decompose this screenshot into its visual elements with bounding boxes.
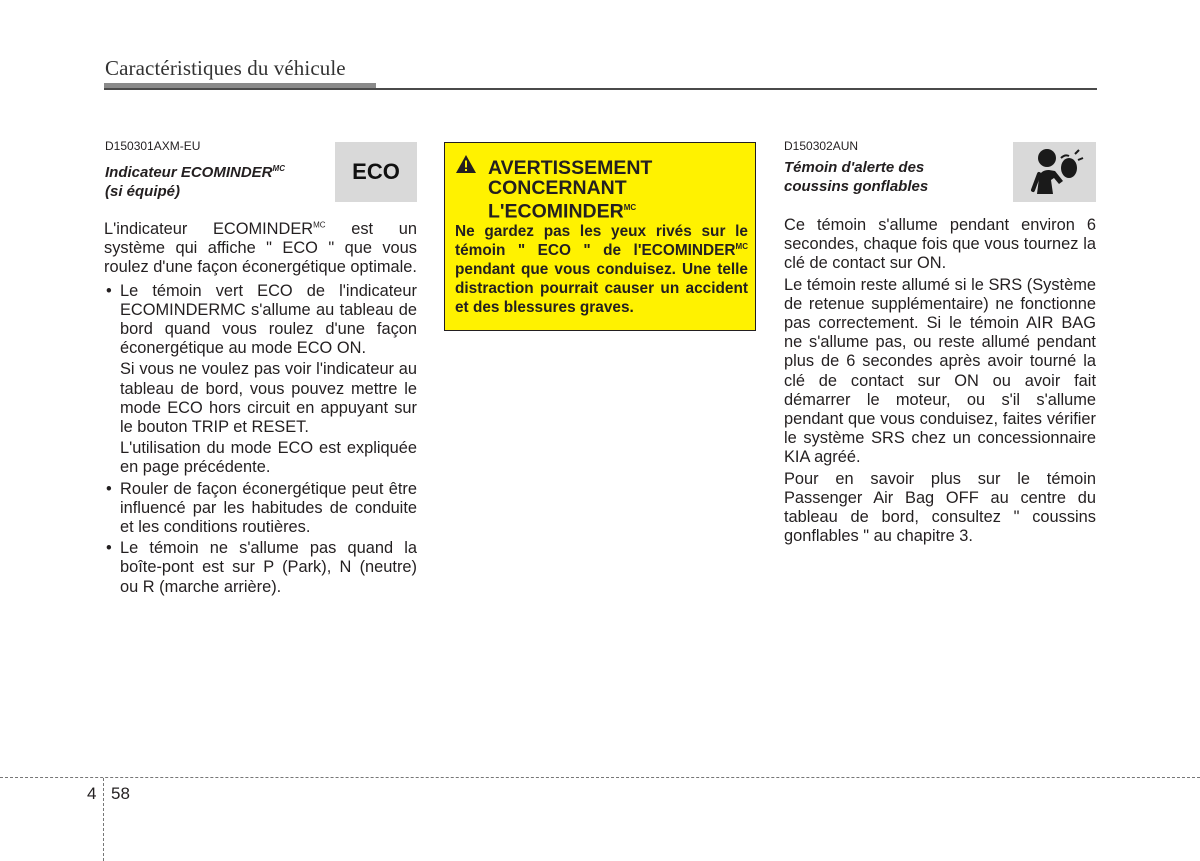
- airbag-person-icon: [1025, 144, 1085, 200]
- intro-paragraph: [104, 220, 417, 278]
- warning-body: [455, 222, 748, 317]
- warning-title: [488, 158, 743, 222]
- heading-text-2: coussins gonflables: [784, 178, 929, 195]
- bullet-item: • Le témoin vert ECO de l'indicateur ECOMINDERMC s'allume au tableau de bord quand vous roulez d'une façon éconergétique au mode ECO ON.: [104, 282, 417, 359]
- eco-indicator-icon: [335, 142, 417, 202]
- heading-text: Indicateur ECOMINDER: [105, 164, 273, 181]
- intro-superscript: MC: [313, 220, 326, 230]
- bullet-continuation: Si vous ne voulez pas voir l'indicateur au tableau de bord, vous pouvez mettre le mode ECO hors circuit en appuyant sur le bouton TRIP et RESET.: [120, 360, 417, 437]
- heading-text-2: (si équipé): [105, 183, 181, 200]
- intro-text-b: est un système qui affiche " ECO " que vous roulez d'une façon éconergétique optimale.: [104, 220, 417, 277]
- section-code-right: D150302AUN: [784, 139, 859, 153]
- airbag-warning-icon: [1013, 142, 1096, 202]
- warning-title-line-2: CONCERNANT: [488, 177, 627, 199]
- page-header-title: Caractéristiques du véhicule: [105, 56, 346, 80]
- section-heading-right: [784, 158, 1004, 196]
- intro-text-a: L'indicateur ECOMINDER: [104, 220, 314, 238]
- warning-title-superscript: MC: [623, 203, 637, 212]
- heading-superscript: MC: [272, 164, 285, 173]
- page-number: 58: [111, 784, 130, 803]
- bullet-item: • Rouler de façon éconergétique peut être influencé par les habitudes de conduite et les conditions routières.: [104, 480, 417, 538]
- section-code-left: D150301AXM-EU: [105, 139, 201, 153]
- bullet-continuation: L'utilisation du mode ECO est expliquée en page précédente.: [120, 439, 417, 477]
- chapter-number: 4: [87, 784, 97, 803]
- header-rule-thin: [104, 88, 1097, 90]
- warning-body-b: pendant que vous conduisez. Une telle distraction pourrait causer un accident et des blessures graves.: [455, 261, 748, 316]
- eco-icon-label: ECO: [352, 159, 400, 184]
- warning-body-a: Ne gardez pas les yeux rivés sur le témoin " ECO " de l'ECOMINDER: [455, 223, 748, 259]
- warning-triangle-icon: [455, 154, 477, 174]
- paragraph: Pour en savoir plus sur le témoin Passenger Air Bag OFF au centre du tableau de bord, consultez " coussins gonflables " au chapitre 3.: [784, 469, 1096, 546]
- section-heading-left: [105, 159, 330, 201]
- right-body-text: [784, 216, 1096, 546]
- warning-title-line-1: AVERTISSEMENT: [488, 157, 653, 179]
- warning-title-line-3: L'ECOMINDER: [488, 200, 624, 223]
- footer-vertical-divider: [103, 778, 104, 861]
- left-body-text: [104, 220, 417, 597]
- warning-box: [444, 142, 756, 331]
- paragraph: Le témoin reste allumé si le SRS (Système de retenue supplémentaire) ne fonctionne pas correctement. Si le témoin AIR BAG ne s'allume pas, ou reste allumé pendant plus de 6 secondes après avoir tourné la clé de contact sur ON ou avoir fait démarrer le moteur, ou s'il s'allume pendant que vous conduisez, faites vérifier le système SRS chez un concessionnaire KIA agréé.: [784, 275, 1096, 467]
- bullet-item: • Le témoin ne s'allume pas quand la boîte-pont est sur P (Park), N (neutre) ou R (marche arrière).: [104, 539, 417, 597]
- warning-body-superscript: MC: [735, 241, 748, 251]
- paragraph: Ce témoin s'allume pendant environ 6 secondes, chaque fois que vous tournez la clé de contact sur ON.: [784, 216, 1096, 273]
- footer-divider: [0, 777, 1200, 778]
- heading-text: Témoin d'alerte des: [784, 159, 925, 176]
